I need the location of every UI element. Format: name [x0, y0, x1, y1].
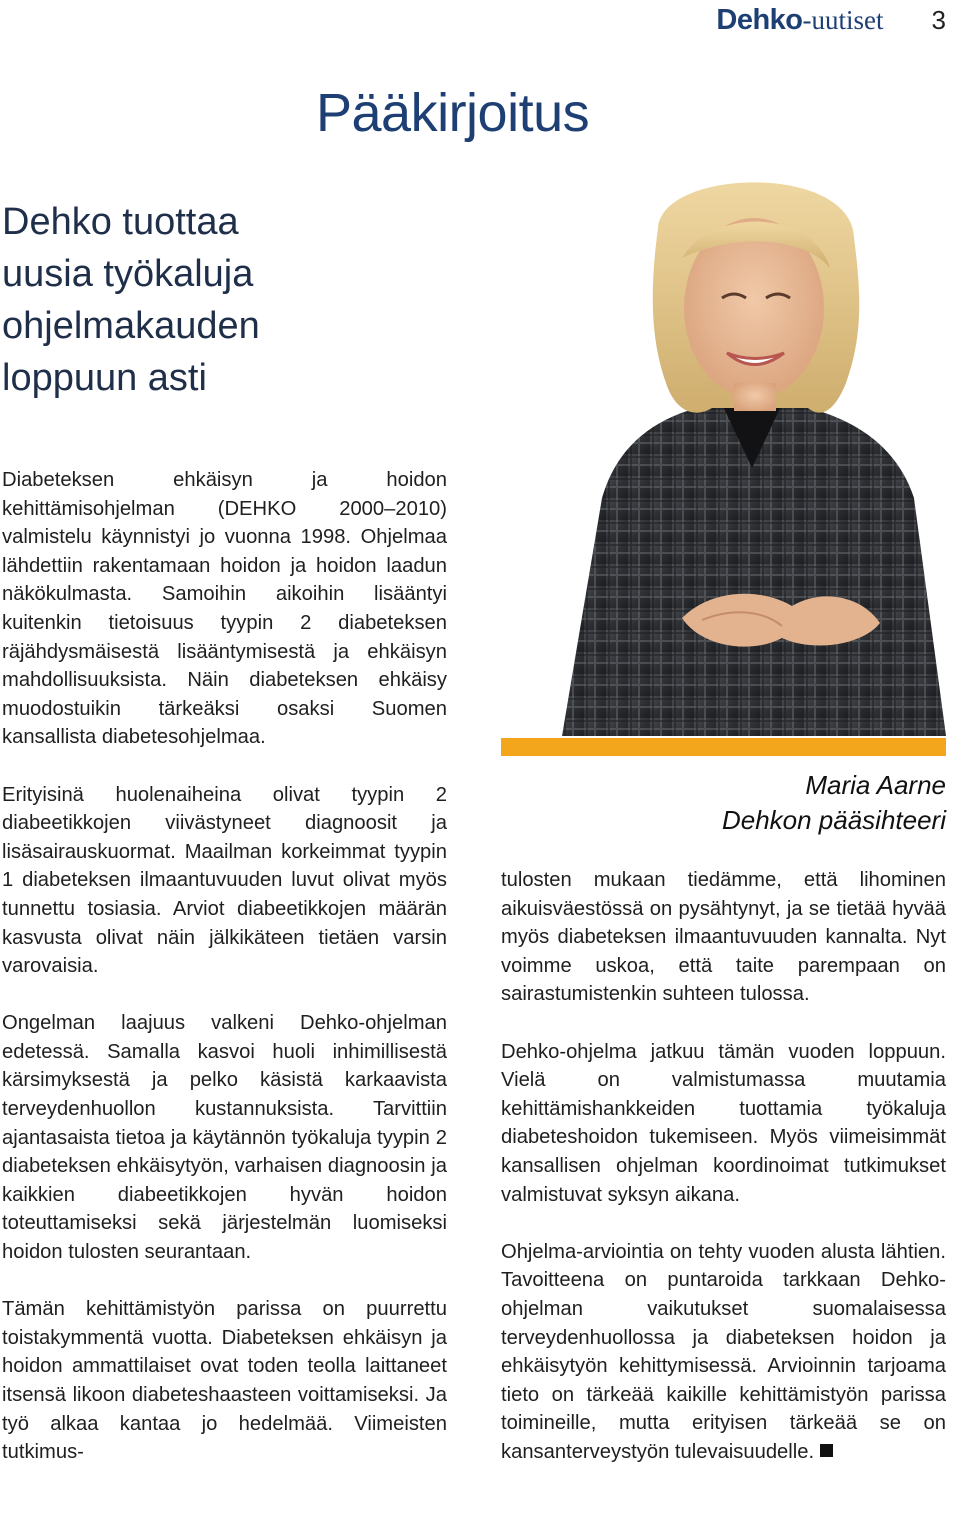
- paragraph: Diabeteksen ehkäisyn ja hoidon kehittämisohjelman (DEHKO 2000–2010) valmistelu käynnistyi jo vuonna 1998. Ohjelmaa lähdettiin rakentamaan hoidon ja hoidon laadun näkökulmasta. Samoihin aikoihin lisääntyi kuitenkin tietoisuus tyypin 2 diabeteksen räjähdysmäisestä lisääntymisestä ja ehkäisyn mahdollisuuksista. Näin diabeteksen ehkäisy muodostuikin tärkeäksi osaksi Suomen kansallista diabetesohjelmaa.: [2, 469, 447, 749]
- portrait-caption: [501, 768, 946, 838]
- right-column: [501, 866, 946, 1495]
- accent-bar: [501, 738, 946, 756]
- paragraph-text: Ohjelma-arviointia on tehty vuoden alusta lähtien. Tavoitteena on puntaroida tarkkaan Dehko-ohjelman vaikutukset suomalaisessa terveydenhuollossa ja diabeteksen hoidon ja ehkäisytyön kehittymisessä. Arvioinnin tarjoama tieto on tärkeää kaikille kehittämistyön parissa toimineille, mutta erityisen tärkeää se on kansanterveystyön tulevaisuudelle.: [501, 1240, 946, 1463]
- brand-name: Dehko: [716, 4, 803, 36]
- left-column: [2, 466, 447, 1495]
- paragraph: [501, 1238, 946, 1467]
- paragraph: Erityisinä huolenaiheina olivat tyypin 2 diabeetikkojen viivästyneet diagnoosit ja lisäsairauskuormat. Maailman korkeimmat tyypin 1 diabeteksen ilmaantuvuuden luvut olivat myös tunnettu tosiasia. Arviot diabeetikkojen määrän kasvusta olivat näin jälkikäteen tietäen varsin varovaisia.: [2, 783, 447, 978]
- page-number: 3: [931, 5, 946, 35]
- article-headline: Dehko tuottaa uusia työkaluja ohjelmakauden loppuun asti: [2, 201, 260, 399]
- paragraph: tulosten mukaan tiedämme, että lihominen aikuisväestössä on pysähtynyt, ja se tietää hyvää myös diabeteksen ilmaantuvuuden kannalta. Nyt voimme uskoa, että taite parempaan on sairastumistenkin suhteen tulossa.: [501, 869, 946, 1006]
- paragraph: Dehko-ohjelma jatkuu tämän vuoden loppuun. Vielä on valmistumassa muutamia kehittämishankkeiden tuottamia työkaluja diabeteshoidon tukemiseen. Myös viimeisimmät kansallisen ohjelman koordinoimat tutkimukset valmistuvat syksyn aikana.: [501, 1040, 946, 1206]
- masthead: [716, 4, 946, 40]
- author-name: Maria Aarne: [805, 770, 946, 800]
- portrait-illustration: [562, 168, 946, 736]
- author-title: Dehkon pääsihteeri: [721, 805, 946, 835]
- brand-suffix: -uutiset: [802, 5, 884, 35]
- section-title: Pääkirjoitus: [316, 83, 590, 143]
- author-portrait: [562, 168, 946, 736]
- paragraph: Tämän kehittämistyön parissa on puurrettu toistakymmentä vuotta. Diabeteksen ehkäisyn ja hoidon ammattilaiset ovat toden teolla laittaneet itsensä likoon diabeteshaasteen voittamiseksi. Ja työ alkaa kantaa jo hedelmää. Viimeisten tutkimus-: [2, 1298, 447, 1464]
- end-of-article-mark: [820, 1444, 833, 1457]
- paragraph: Ongelman laajuus valkeni Dehko-ohjelman edetessä. Samalla kasvoi huoli inhimillisestä kärsimyksestä ja pelko käsistä karkaavista terveydenhuollon kustannuksista. Tarvittiin ajantasaista tietoa ja käytännön työkaluja tyypin 2 diabeteksen ehkäisytyön, varhaisen diagnoosin ja kaikkien diabeetikkojen hyvän hoidon toteuttamiseksi sekä järjestelmän luomiseksi hoidon tulosten seurantaan.: [2, 1012, 447, 1264]
